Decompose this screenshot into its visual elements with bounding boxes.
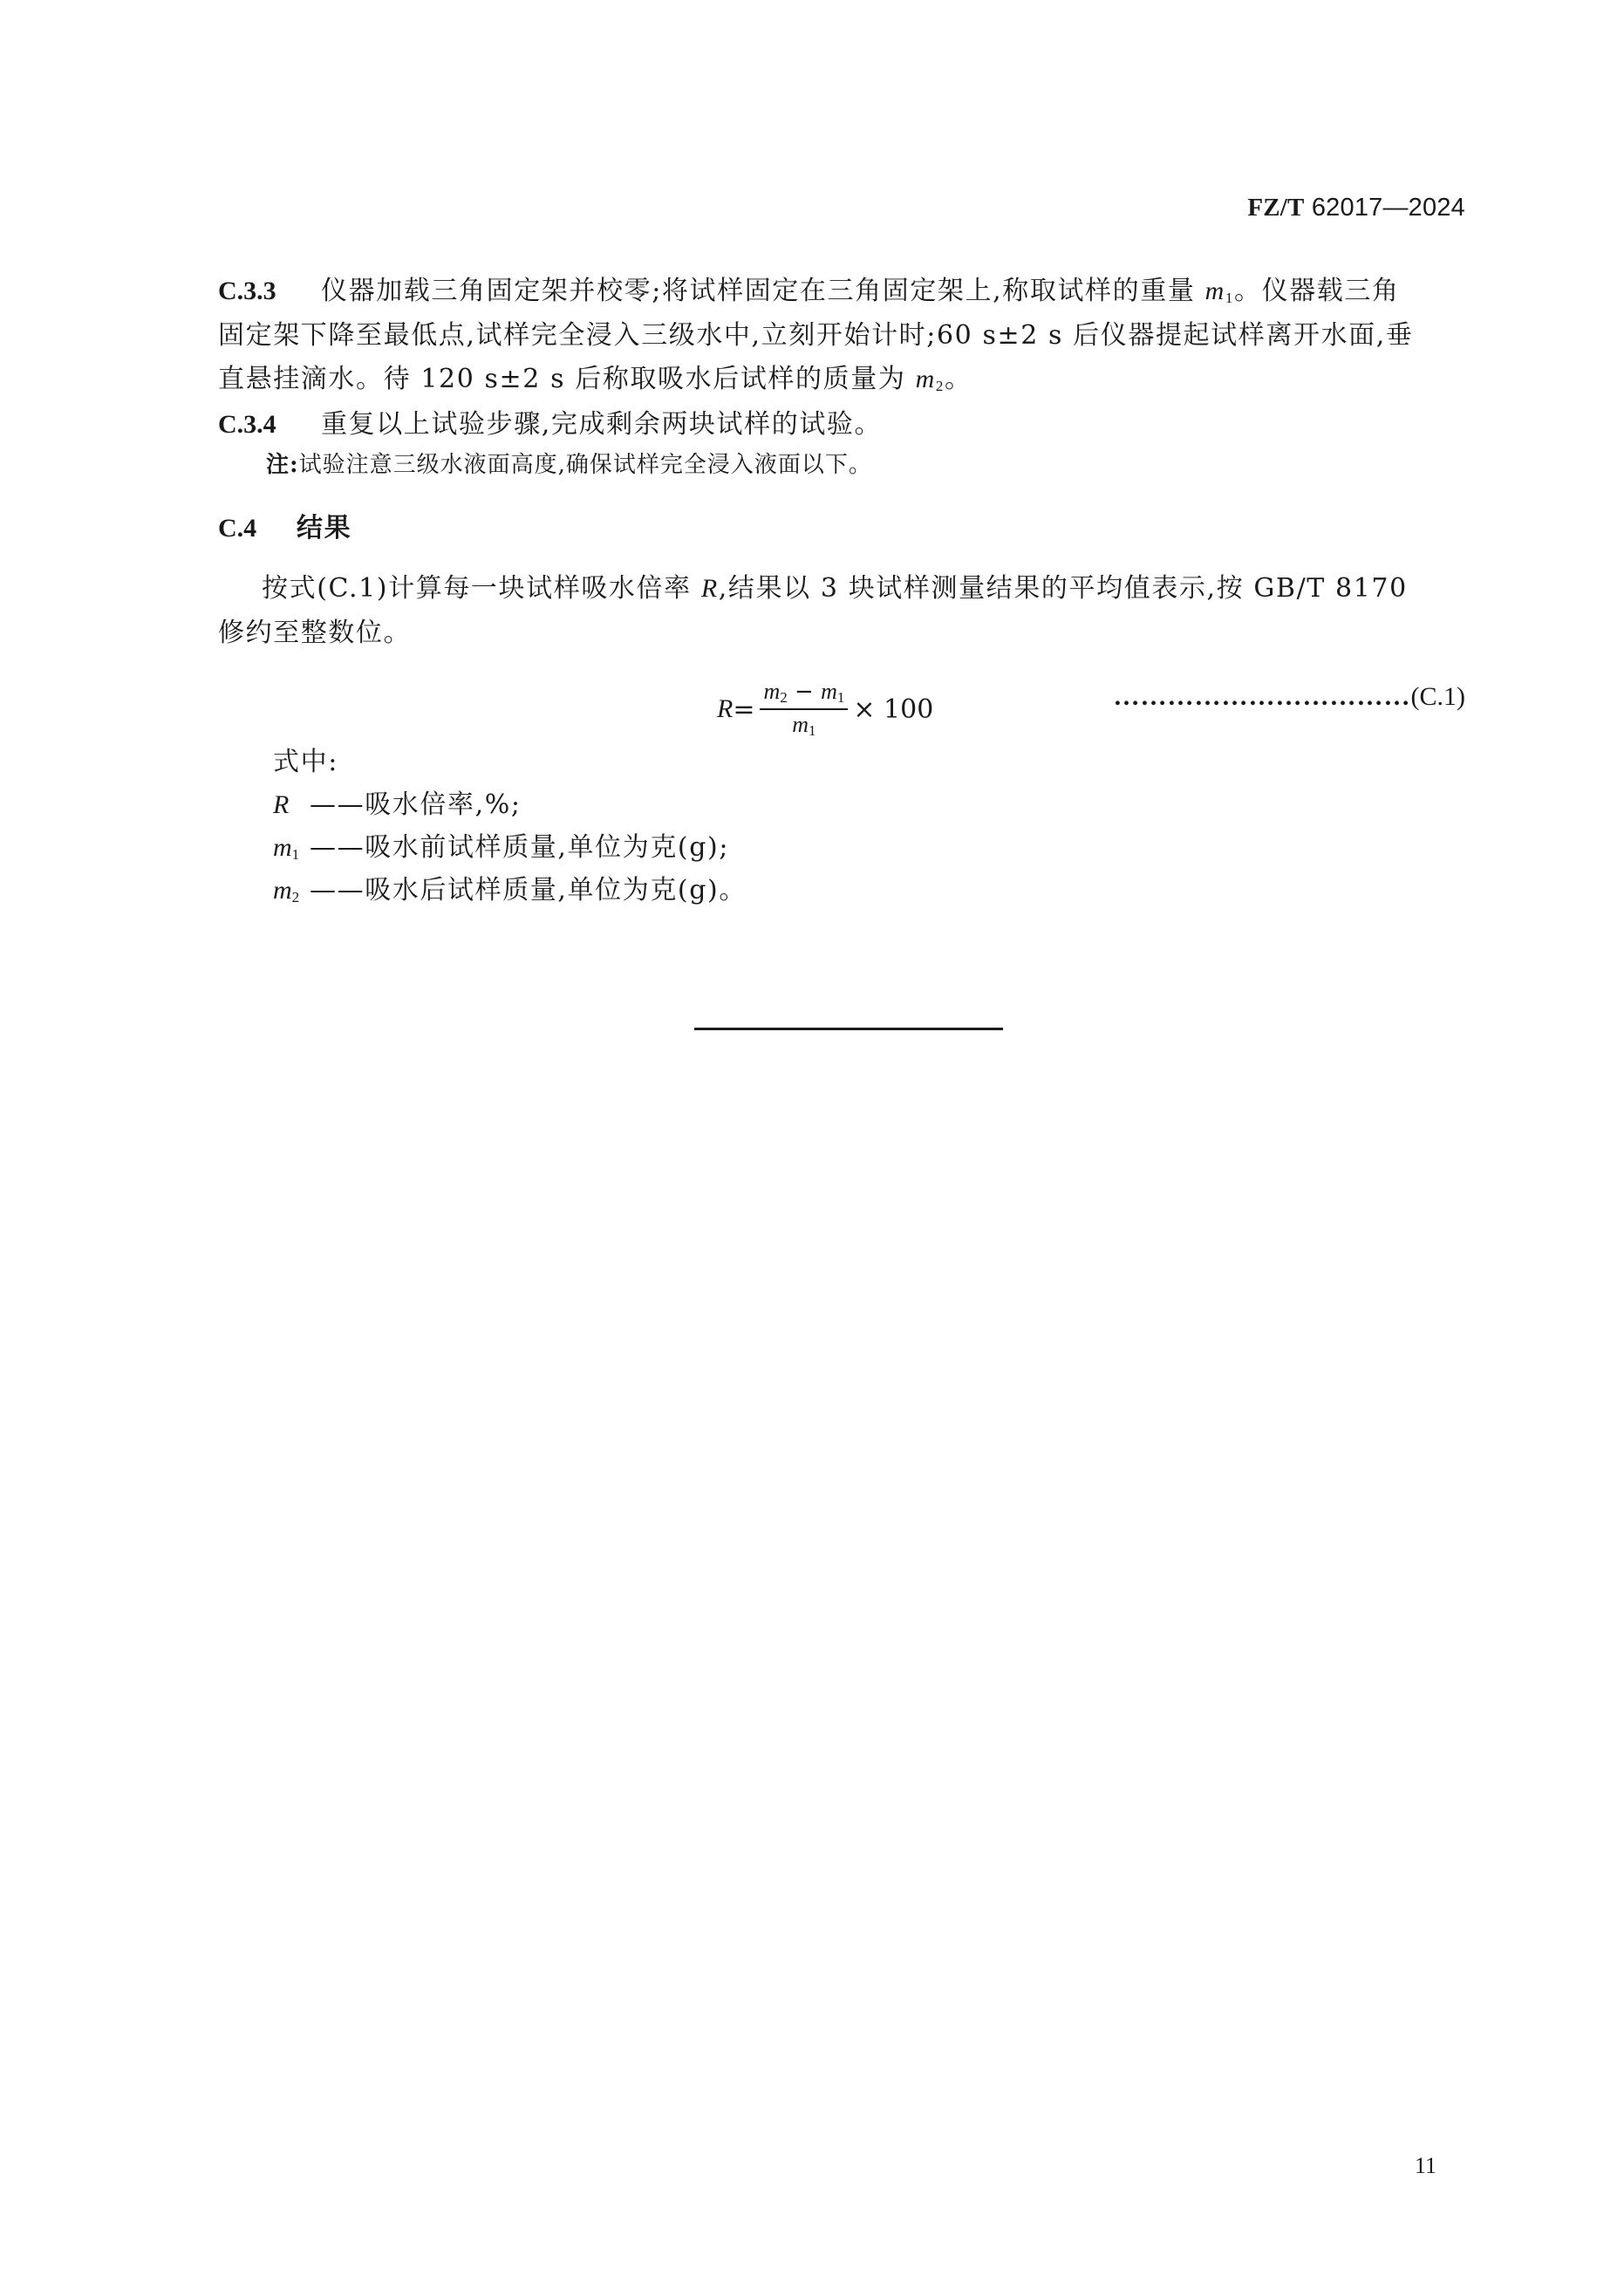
standard-code [1247, 194, 1465, 222]
clause-c33-line-2: 固定架下降至最低点,试样完全浸入三级水中,立刻开始计时;60 s±2 s 后仪器提起试样离开水面,垂 [218, 320, 1414, 351]
definitions-intro: 式中: [273, 747, 338, 777]
clause-number: C.3.4 [218, 410, 276, 439]
note-label: 注: [266, 452, 299, 478]
variable-m2: $m_2$ [915, 365, 945, 394]
fraction-denominator: $m_1$ [792, 712, 816, 739]
formula-multiplier: × 100 [853, 694, 934, 725]
variable-R: R [700, 574, 719, 603]
formula-fraction [760, 679, 848, 740]
clause-text: 仪器加载三角固定架并校零;将试样固定在三角固定架上,称取试样的重量 [321, 276, 1205, 306]
clause-text: 。 [944, 364, 972, 394]
standard-prefix: FZ/T [1247, 194, 1305, 222]
section-heading-c4 [218, 511, 351, 546]
note [266, 450, 872, 480]
dot-leader: …………………………… [1113, 682, 1411, 711]
clause-text: 。仪器载三角 [1233, 276, 1400, 306]
definition-item: $m_2$ ——吸水后试样质量,单位为克(g)。 [273, 875, 747, 905]
section-title: 结果 [297, 513, 352, 543]
standard-number: 62017—2024 [1304, 194, 1465, 222]
fraction-numerator: $m_2 - m_1$ [760, 679, 848, 710]
result-paragraph-line-1 [262, 571, 1408, 606]
formula-lhs: R [717, 694, 734, 723]
definition-item: $m_1$ ——吸水前试样质量,单位为克(g); [273, 832, 730, 863]
section-number: C.4 [218, 514, 257, 543]
end-of-annex-rule [694, 1028, 1003, 1030]
variable-m1: $m_1$ [1204, 277, 1234, 306]
clause-number: C.3.3 [218, 277, 276, 305]
result-paragraph-line-2: 修约至整数位。 [218, 618, 412, 648]
clause-text: 重复以上试验步骤,完成剩余两块试样的试验。 [321, 409, 883, 440]
formula-equals: = [733, 694, 755, 725]
formula-number: (C.1) [1410, 682, 1465, 711]
page-number: 11 [1414, 2153, 1436, 2178]
clause-c33-line-1 [218, 274, 1400, 316]
paragraph-text: ,结果以 3 块试样测量结果的平均值表示,按 GB/T 8170 [718, 573, 1408, 604]
note-text: 试验注意三级水液面高度,确保试样完全浸入液面以下。 [298, 452, 872, 478]
clause-text: 直悬挂滴水。待 120 s±2 s 后称取吸水后试样的质量为 [218, 364, 916, 394]
formula-reference [1114, 682, 1466, 712]
formula-c1 [717, 670, 933, 748]
clause-c33-line-3 [218, 362, 972, 404]
paragraph-text: 按式(C.1)计算每一块试样吸水倍率 [262, 573, 701, 604]
clause-c34 [218, 407, 882, 442]
definition-item: R ——吸水倍率,%; [273, 789, 522, 820]
